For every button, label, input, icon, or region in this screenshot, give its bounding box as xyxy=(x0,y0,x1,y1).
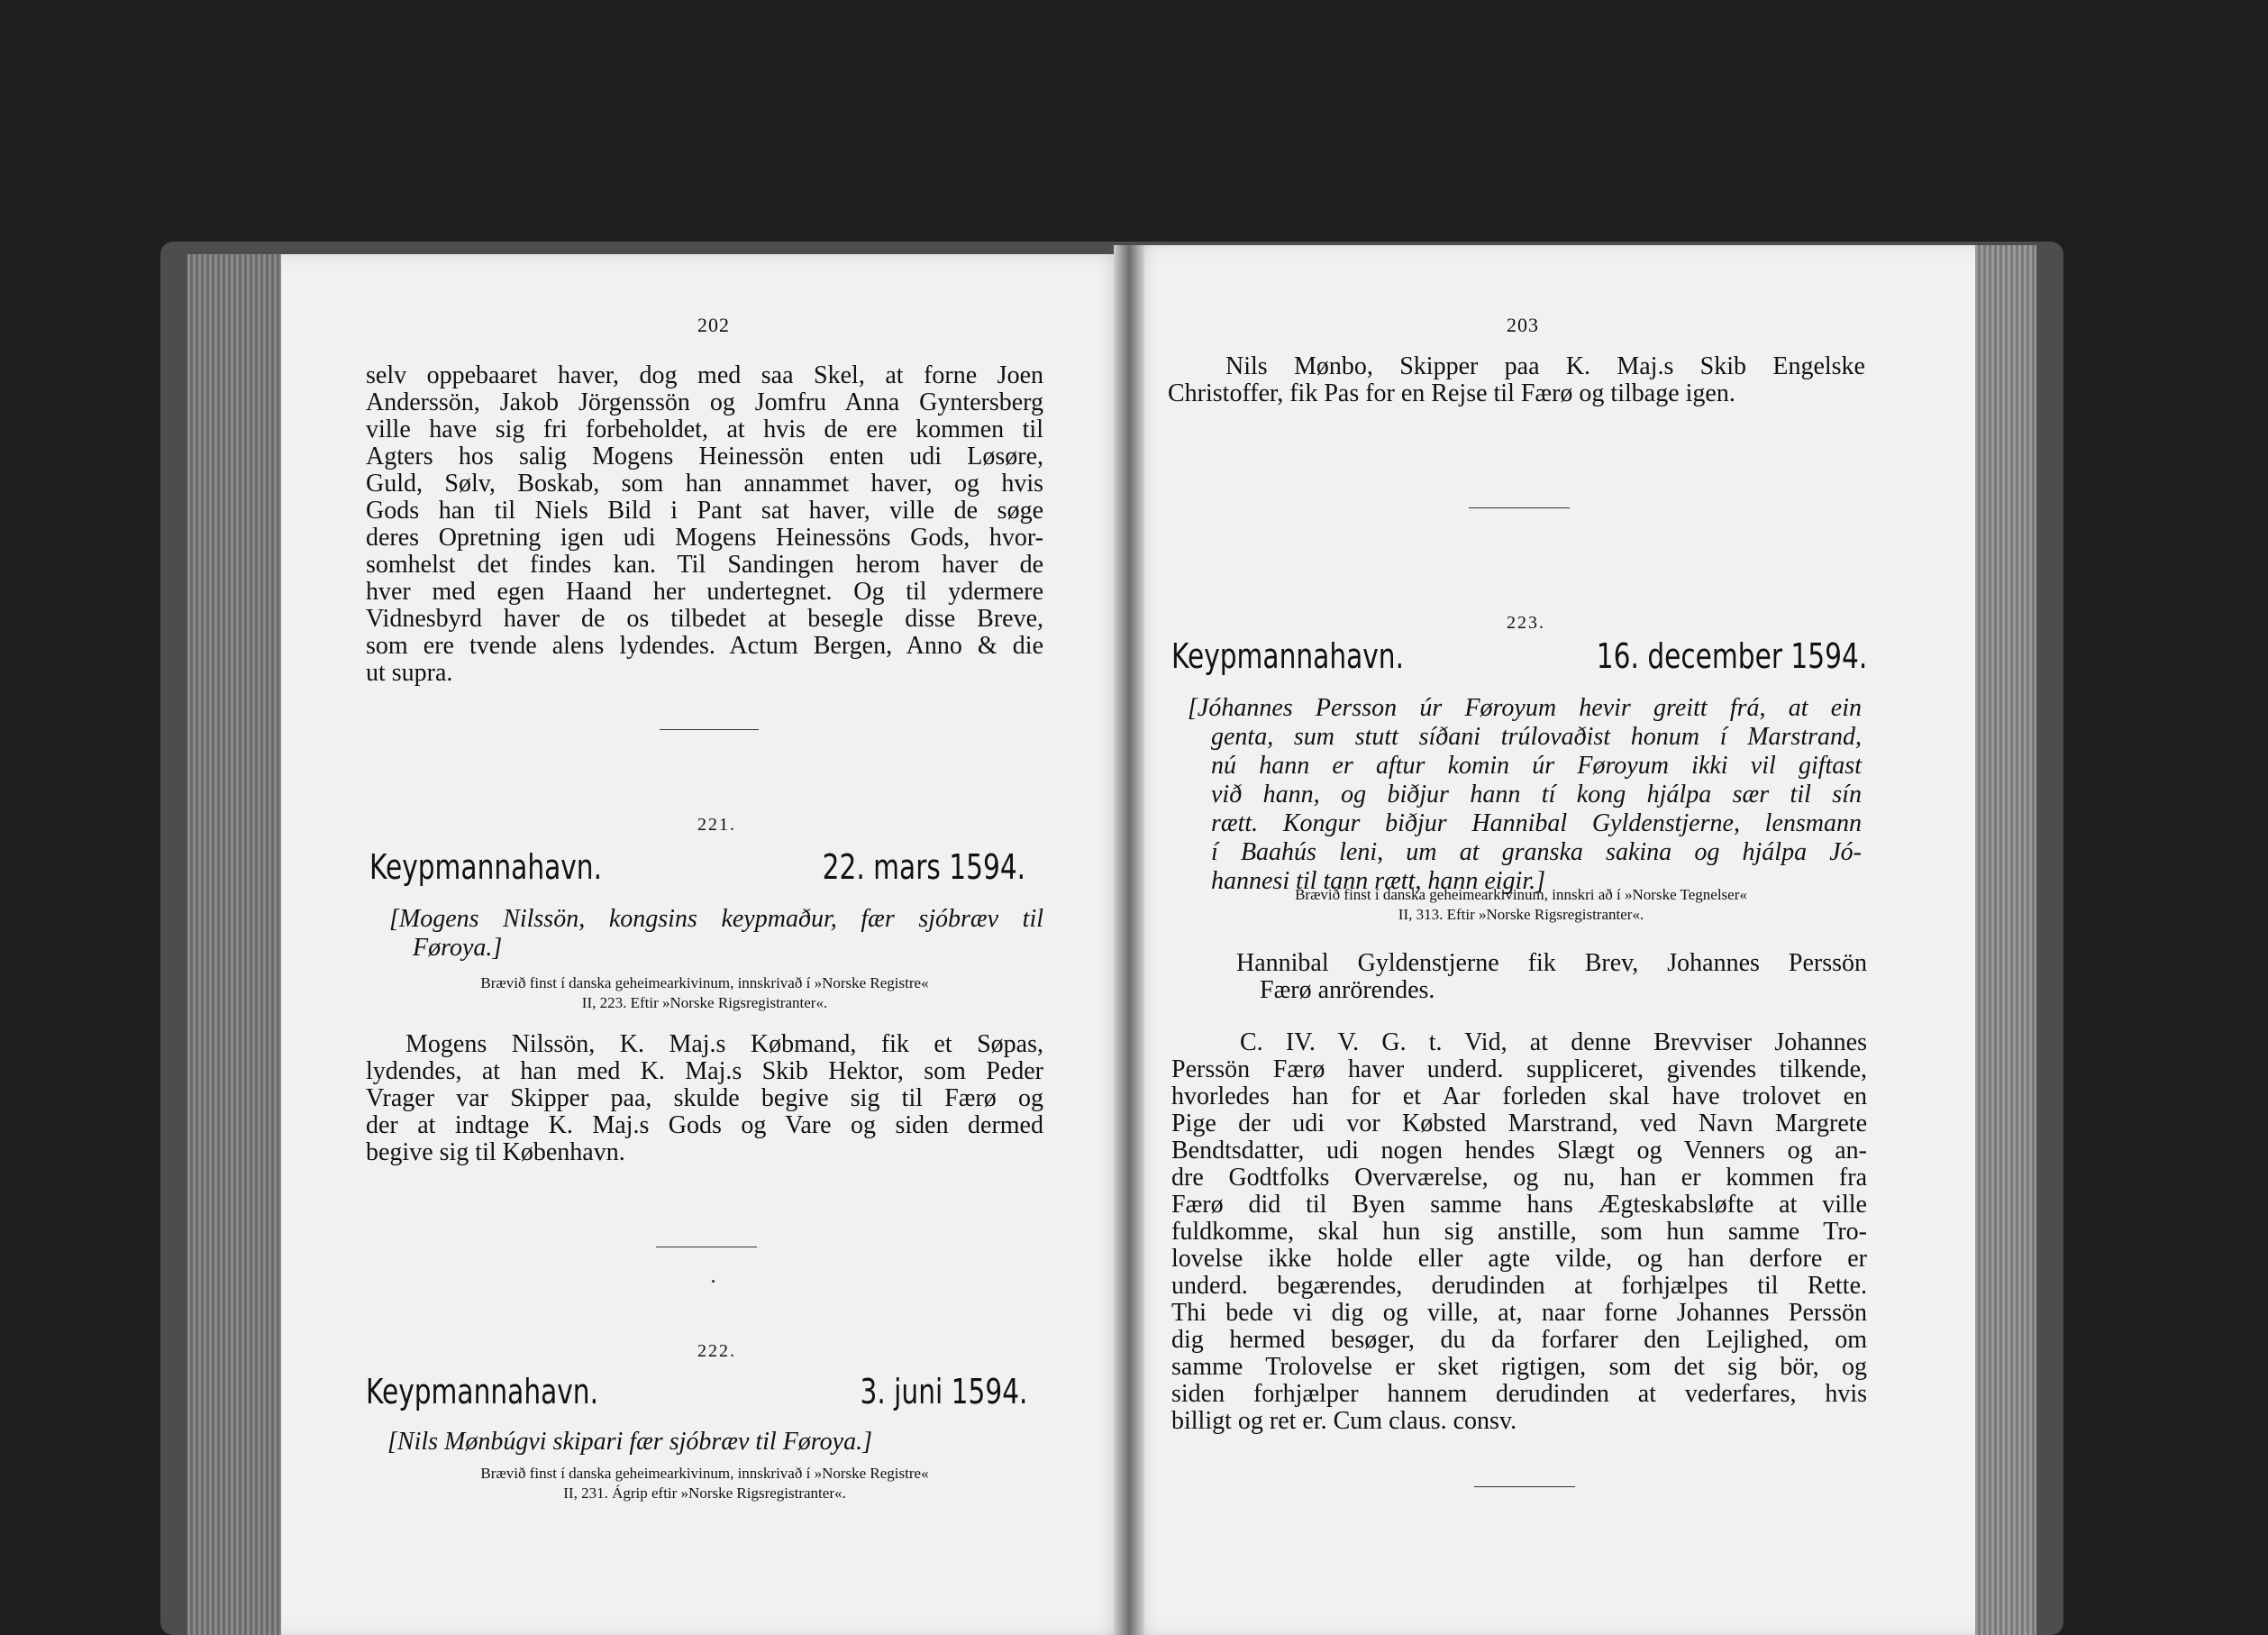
summary-line: [Nils Mønbúgvi skipari fær sjóbræv til Føroya.] xyxy=(387,1428,872,1456)
text-line: Vrager var Skipper paa, skulde begive sig til Færø og xyxy=(366,1084,1043,1112)
entry-number: 221. xyxy=(697,815,736,835)
note-line: II, 223. Eftir »Norske Rigsregistranter«. xyxy=(581,994,828,1011)
entry-number: 222. xyxy=(697,1341,736,1361)
text-line: Vidnesbyrd haver de os tilbedet at besegle disse Breve, xyxy=(366,605,1043,633)
section-divider xyxy=(660,729,759,730)
book-gutter xyxy=(1114,245,1144,1635)
text-line: Færø did til Byen samme hans Ægteskabsløfte at ville xyxy=(1171,1191,1867,1219)
source-note xyxy=(366,973,1043,1013)
summary-line: hannesi til tann rætt, hann eigir.] xyxy=(1211,867,1546,895)
section-divider xyxy=(1469,507,1570,508)
text-line: C. IV. V. G. t. Vid, at denne Brevviser Johannes xyxy=(1240,1028,1867,1056)
text-line: hver med egen Haand her undertegnet. Og til ydermere xyxy=(366,578,1043,606)
ornament-dot xyxy=(712,1280,715,1283)
text-line: begive sig til København. xyxy=(366,1138,625,1166)
text-line: lydendes, at han med K. Maj.s Skib Hektor, som Peder xyxy=(366,1057,1043,1085)
text-line: fuldkomme, skal hun sig anstille, som hun samme Tro- xyxy=(1171,1218,1867,1246)
text-line: Færø anrörendes. xyxy=(1260,976,1435,1004)
entry-summary xyxy=(389,905,1043,963)
note-line: Brævið finst í danska geheimearkivinum, innskrivað í »Norske Registre« xyxy=(480,1465,929,1482)
text-line: Bendtsdatter, udi nogen hendes Slægt og Venners og an- xyxy=(1171,1137,1867,1165)
text-line: dig hermed besøger, du da forfarer den Lejlighed, om xyxy=(1171,1326,1867,1354)
text-line: Pige der udi vor Købsted Marstrand, ved Navn Margrete xyxy=(1171,1110,1867,1137)
text-line: somhelst det findes kan. Til Sandingen herom haver de xyxy=(366,551,1043,579)
summary-line: [Jóhannes Persson úr Føroyum hevir greitt frá, at ein xyxy=(1188,694,1862,722)
text-line: dre Godtfolks Overværelse, og nu, han er kommen fra xyxy=(1171,1164,1867,1192)
right-page xyxy=(1128,245,1975,1635)
text-line: der at indtage K. Maj.s Gods og Vare og siden dermed xyxy=(366,1111,1043,1139)
page-number: 203 xyxy=(1507,314,1539,336)
entry-date: 16. december 1594. xyxy=(1596,636,1867,676)
summary-line: nú hann er aftur komin úr Føroyum ikki vil giftast xyxy=(1211,752,1862,780)
summary-line: [Mogens Nilssön, kongsins keypmaður, fær sjóbræv til xyxy=(389,905,1043,933)
page-number: 202 xyxy=(697,314,730,336)
text-line: Nils Mønbo, Skipper paa K. Maj.s Skib Engelske xyxy=(1225,352,1865,380)
entry-date: 22. mars 1594. xyxy=(822,847,1025,887)
text-line: ut supra. xyxy=(366,659,453,687)
entry-body xyxy=(366,1031,1043,1166)
section-divider xyxy=(1474,1486,1575,1487)
text-line: Hannibal Gyldenstjerne fik Brev, Johannes Perssön xyxy=(1236,949,1867,977)
text-line: Agters hos salig Mogens Heinessön enten udi Løsøre, xyxy=(366,443,1043,470)
summary-line: rætt. Kongur biðjur Hannibal Gyldenstjerne, lensmann xyxy=(1211,809,1862,837)
entry-date: 3. juni 1594. xyxy=(859,1372,1027,1411)
text-line: Gods han til Niels Bild i Pant sat haver, ville de søge xyxy=(366,497,1043,525)
text-line: billigt og ret er. Cum claus. consv. xyxy=(1171,1407,1517,1435)
text-line: som ere tvende alens lydendes. Actum Bergen, Anno & die xyxy=(366,632,1043,660)
left-page xyxy=(281,254,1128,1635)
summary-line: genta, sum stutt síðani trúlovaðist honum í Marstrand, xyxy=(1211,723,1862,751)
entry-place: Keypmannahavn. xyxy=(369,847,603,887)
source-note xyxy=(1175,885,1867,925)
note-line: II, 231. Ágrip eftir »Norske Rigsregistranter«. xyxy=(563,1484,846,1502)
text-line: selv oppebaaret haver, dog med saa Skel, at forne Joen xyxy=(366,361,1043,389)
text-line: lovelse ikke holde eller agte vilde, og han derfore er xyxy=(1171,1245,1867,1273)
entry-place: Keypmannahavn. xyxy=(366,1372,599,1411)
text-line: Guld, Sølv, Boskab, som han annammet haver, og hvis xyxy=(366,470,1043,498)
note-line: Brævið finst í danska geheimearkivinum, innskri að í »Norske Tegnelser« xyxy=(1295,886,1747,903)
entry-place: Keypmannahavn. xyxy=(1171,636,1405,676)
entry-body xyxy=(1171,1029,1867,1435)
note-line: II, 313. Eftir »Norske Rigsregistranter«. xyxy=(1398,906,1644,923)
summary-line: við hann, og biðjur hann tí kong hjálpa sær til sín xyxy=(1211,781,1862,808)
address-text xyxy=(1236,950,1867,1004)
text-line: Thi bede vi dig og ville, at, naar forne Johannes Perssön xyxy=(1171,1299,1867,1327)
entry-number: 223. xyxy=(1507,613,1545,633)
note-line: Brævið finst í danska geheimearkivinum, innskrivað í »Norske Registre« xyxy=(480,974,929,991)
text-line: ville have sig fri forbeholdet, at hvis de ere kommen til xyxy=(366,416,1043,443)
text-line: Anderssön, Jakob Jörgenssön og Jomfru Anna Gyntersberg xyxy=(366,388,1043,416)
text-line: Mogens Nilssön, K. Maj.s Købmand, fik et Søpas, xyxy=(405,1030,1043,1058)
text-line: deres Opretning igen udi Mogens Heinessöns Gods, hvor- xyxy=(366,524,1043,552)
entry-summary xyxy=(387,1428,1043,1457)
summary-line: Føroya.] xyxy=(413,934,503,962)
left-page-edges xyxy=(187,254,287,1635)
entry-summary xyxy=(1188,694,1862,896)
text-line: samme Trolovelse er sket rigtigen, som det sig bör, og xyxy=(1171,1353,1867,1381)
source-note xyxy=(366,1464,1043,1503)
text-line: siden forhjælper hannem derudinden at vederfares, hvis xyxy=(1171,1380,1867,1408)
text-line: Perssön Færø haver underd. suppliceret, givendes tilkende, xyxy=(1171,1055,1867,1083)
text-line: Christoffer, fik Pas for en Rejse til Færø og tilbage igen. xyxy=(1168,379,1735,407)
right-page-edges xyxy=(1964,245,2036,1635)
summary-line: í Baahús leni, um at granska sakina og hjálpa Jó- xyxy=(1211,838,1862,866)
text-line: underd. begærendes, derudinden at forhjælpes til Rette. xyxy=(1171,1272,1867,1300)
continuation-text xyxy=(1168,353,1865,407)
text-line: hvorledes han for et Aar forleden skal have trolovet en xyxy=(1171,1082,1867,1110)
continuation-text xyxy=(366,362,1043,687)
